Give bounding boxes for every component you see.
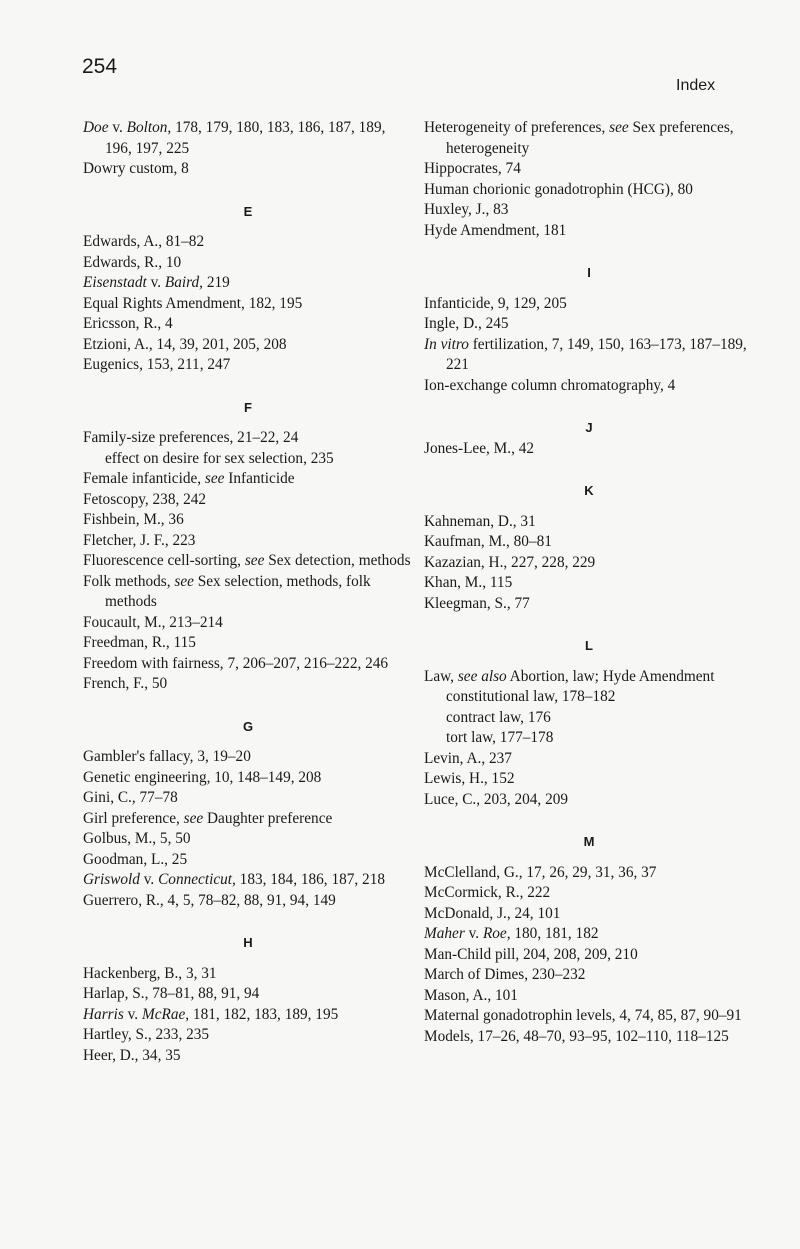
index-subentry: effect on desire for sex selection, 235 bbox=[105, 449, 334, 467]
index-entry: Kazazian, H., 227, 228, 229 bbox=[424, 553, 596, 571]
index-entry: Ingle, D., 245 bbox=[424, 315, 509, 332]
index-entry-see: Folk methods, see Sex selection, methods, folk methods bbox=[83, 572, 371, 610]
section-letter-f: F bbox=[244, 399, 252, 415]
index-entry-see: Girl preference, see Daughter preference bbox=[83, 809, 333, 827]
index-entry: Mason, A., 101 bbox=[424, 986, 518, 1004]
index-entry: March of Dimes, 230–232 bbox=[424, 966, 586, 983]
index-entry: Freedom with fairness, 7, 206–207, 216–222, 246 bbox=[83, 654, 389, 672]
section-letter-j: J bbox=[585, 420, 593, 435]
section-letter-g: G bbox=[242, 718, 254, 734]
index-entry-see-also: Law, see also Abortion, law; Hyde Amendment bbox=[424, 667, 715, 685]
index-entry-see: Heterogeneity of preferences, see Sex preferences, heterogeneity bbox=[424, 119, 734, 157]
index-entry: Khan, M., 115 bbox=[424, 574, 513, 591]
index-entry-see: Female infanticide, see Infanticide bbox=[83, 470, 295, 487]
index-entry-doe-v-bolton: Doe v. Bolton, 178, 179, 180, 183, 186, 187, 189, 196, 197, 225 bbox=[83, 119, 386, 157]
index-entry: Hippocrates, 74 bbox=[424, 160, 521, 177]
index-entry: Heer, D., 34, 35 bbox=[83, 1046, 181, 1064]
index-entry: Ericsson, R., 4 bbox=[83, 315, 173, 332]
index-entry: Lewis, H., 152 bbox=[424, 770, 515, 787]
index-entry: Hackenberg, B., 3, 31 bbox=[83, 964, 217, 982]
index-entry: Kaufman, M., 80–81 bbox=[424, 533, 552, 550]
index-entry: Equal Rights Amendment, 182, 195 bbox=[83, 294, 303, 312]
index-entry: Etzioni, A., 14, 39, 201, 205, 208 bbox=[83, 335, 287, 353]
index-entry: French, F., 50 bbox=[83, 675, 168, 692]
section-letter-h: H bbox=[243, 935, 253, 950]
index-subentry: constitutional law, 178–182 bbox=[446, 688, 616, 705]
index-entry: Kleegman, S., 77 bbox=[424, 594, 530, 612]
index-entry: Guerrero, R., 4, 5, 78–82, 88, 91, 94, 149 bbox=[83, 891, 336, 909]
index-entry: Infanticide, 9, 129, 205 bbox=[424, 294, 567, 312]
index-entry: Gini, C., 77–78 bbox=[83, 789, 178, 806]
index-entry-harris-v-mcrae: Harris v. McRae, 181, 182, 183, 189, 195 bbox=[83, 1005, 339, 1023]
section-letter-k: K bbox=[584, 483, 594, 498]
index-entry: Kahneman, D., 31 bbox=[424, 512, 536, 530]
index-entry: Human chorionic gonadotrophin (HCG), 80 bbox=[424, 180, 693, 198]
index-entry: McCormick, R., 222 bbox=[424, 884, 551, 901]
index-entry: McDonald, J., 24, 101 bbox=[424, 904, 561, 922]
section-letter-i: I bbox=[587, 265, 591, 280]
index-entry: Genetic engineering, 10, 148–149, 208 bbox=[83, 768, 322, 786]
index-entry-eisenstadt-v-baird: Eisenstadt v. Baird, 219 bbox=[83, 274, 230, 291]
index-entry: Harlap, S., 78–81, 88, 91, 94 bbox=[83, 985, 260, 1002]
index-entry: Edwards, A., 81–82 bbox=[83, 233, 205, 250]
index-entry: Edwards, R., 10 bbox=[83, 253, 182, 271]
index-entry: Dowry custom, 8 bbox=[83, 160, 189, 177]
index-entry: Fletcher, J. F., 223 bbox=[83, 531, 196, 549]
index-entry: Fetoscopy, 238, 242 bbox=[83, 490, 207, 508]
index-entry: Man-Child pill, 204, 208, 209, 210 bbox=[424, 945, 638, 963]
index-entry-griswold-v-connecticut: Griswold v. Connecticut, 183, 184, 186, 187, 218 bbox=[83, 871, 385, 888]
index-entry: Foucault, M., 213–214 bbox=[83, 613, 223, 631]
index-entry: Family-size preferences, 21–22, 24 bbox=[83, 429, 299, 446]
index-entry-maher-v-roe: Maher v. Roe, 180, 181, 182 bbox=[424, 925, 599, 942]
index-entry: Luce, C., 203, 204, 209 bbox=[424, 790, 569, 808]
index-entry: Huxley, J., 83 bbox=[424, 201, 509, 218]
index-entry: Fishbein, M., 36 bbox=[83, 511, 184, 528]
running-head: Index bbox=[676, 77, 716, 94]
index-column-left bbox=[83, 118, 413, 1066]
index-entry: Models, 17–26, 48–70, 93–95, 102–110, 118–125 bbox=[424, 1027, 729, 1045]
index-entry: Jones-Lee, M., 42 bbox=[424, 439, 535, 457]
section-letter-l: L bbox=[585, 638, 593, 653]
index-entry: Goodman, L., 25 bbox=[83, 850, 188, 868]
index-entry: Hyde Amendment, 181 bbox=[424, 221, 567, 239]
index-column-right bbox=[424, 118, 754, 1047]
index-entry: Golbus, M., 5, 50 bbox=[83, 830, 191, 847]
index-entry: Ion-exchange column chromatography, 4 bbox=[424, 376, 676, 394]
section-letter-e: E bbox=[243, 203, 253, 219]
index-entry: Hartley, S., 233, 235 bbox=[83, 1026, 210, 1043]
index-entry: Eugenics, 153, 211, 247 bbox=[83, 356, 231, 373]
index-entry-see: Fluorescence cell-sorting, see Sex detection, methods bbox=[83, 552, 411, 569]
index-entry-in-vitro: In vitro fertilization, 7, 149, 150, 163–173, 187–189, 221 bbox=[424, 335, 747, 373]
index-entry: Levin, A., 237 bbox=[424, 749, 512, 767]
index-subentry: contract law, 176 bbox=[446, 708, 551, 726]
index-subentry: tort law, 177–178 bbox=[446, 729, 554, 746]
index-entry: Freedman, R., 115 bbox=[83, 634, 196, 651]
index-entry: McClelland, G., 17, 26, 29, 31, 36, 37 bbox=[424, 863, 657, 881]
page-number: 254 bbox=[82, 55, 118, 78]
index-entry: Maternal gonadotrophin levels, 4, 74, 85, 87, 90–91 bbox=[424, 1007, 742, 1024]
section-letter-m: M bbox=[583, 834, 595, 849]
index-entry: Gambler's fallacy, 3, 19–20 bbox=[83, 748, 251, 765]
